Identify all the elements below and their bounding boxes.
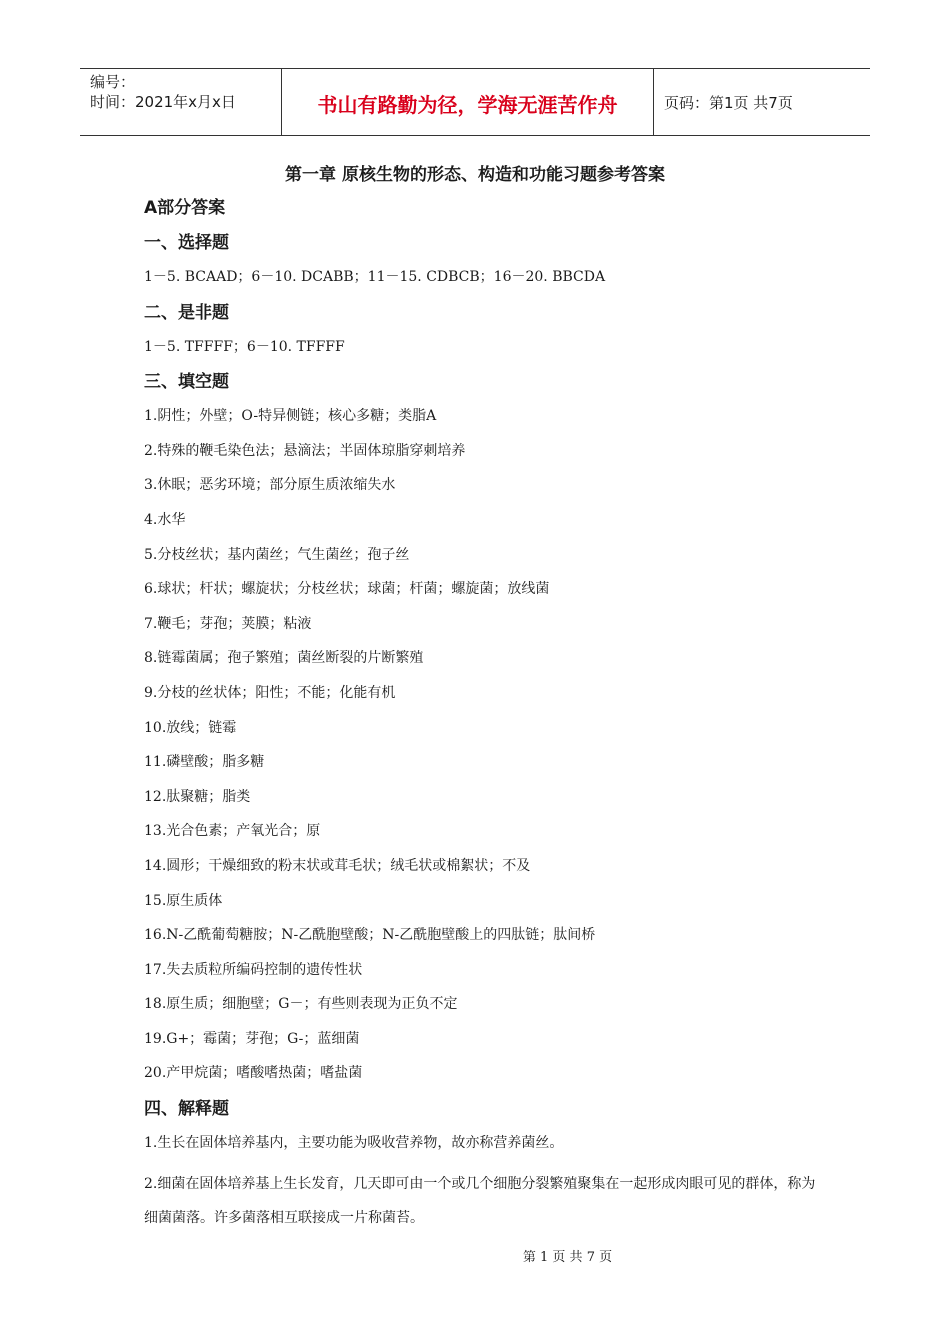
document-body	[144, 196, 824, 1236]
page-title: 第一章 原核生物的形态、构造和功能习题参考答案	[285, 165, 665, 185]
fill-blank-item: 2.特殊的鞭毛染色法；悬滴法；半固体琼脂穿刺培养	[144, 442, 466, 459]
document-header	[80, 68, 870, 136]
explain-heading: 四、解释题	[144, 1099, 229, 1120]
explain-item: 1.生长在固体培养基内，主要功能为吸收营养物，故亦称营养菌丝。	[144, 1135, 564, 1152]
fill-blank-item: 19.G+；霉菌；芽孢；G-；蓝细菌	[144, 1030, 360, 1047]
fill-blank-item: 18.原生质；细胞壁；G－；有些则表现为正负不定	[144, 996, 458, 1013]
fill-blank-item: 4.水华	[144, 511, 186, 528]
document-date: 时间：2021年x月x日	[90, 93, 236, 111]
fill-blank-item: 6.球状；杆状；螺旋状；分枝丝状；球菌；杆菌；螺旋菌；放线菌	[144, 581, 550, 598]
header-page-info: 页码：第1页 共7页	[664, 93, 793, 112]
choice-heading: 一、选择题	[144, 233, 229, 253]
part-a-heading: A部分答案	[144, 198, 226, 218]
explain-item: 2.细菌在固体培养基上生长发育，几天即可由一个或几个细胞分裂繁殖聚集在一起形成肉眼可见的群体，称为细菌菌落。许多菌落相互联接成一片称菌苔。	[144, 1175, 816, 1227]
header-motto: 书山有路勤为径，学海无涯苦作舟	[282, 69, 654, 135]
fill-blank-item: 17.失去质粒所编码控制的遗传性状	[144, 961, 363, 978]
fill-blank-item: 1.阴性；外壁；O-特异侧链；核心多糖；类脂A	[144, 408, 437, 425]
fill-blank-item: 16.N-乙酰葡萄糖胺；N-乙酰胞壁酸；N-乙酰胞壁酸上的四肽链；肽间桥	[144, 927, 596, 944]
true-false-answers: 1－5. TFFFF；6－10. TFFFF	[144, 338, 345, 355]
header-meta-cell	[80, 69, 282, 135]
fill-blank-item: 5.分枝丝状；基内菌丝；气生菌丝；孢子丝	[144, 546, 410, 563]
fill-blank-heading: 三、填空题	[144, 372, 229, 393]
fill-blank-item: 10.放线；链霉	[144, 719, 237, 736]
true-false-heading: 二、是非题	[144, 302, 229, 323]
fill-blank-item: 3.休眠；恶劣环境；部分原生质浓缩失水	[144, 477, 396, 494]
fill-blank-item: 13.光合色素；产氧光合；原	[144, 823, 321, 840]
fill-blank-item: 8.链霉菌属；孢子繁殖；菌丝断裂的片断繁殖	[144, 650, 424, 667]
document-number-label: 编号：	[90, 73, 136, 91]
page-footer: 第 1 页 共 7 页	[522, 1250, 613, 1265]
fill-blank-item: 9.分枝的丝状体；阳性；不能；化能有机	[144, 684, 396, 701]
fill-blank-item: 12.肽聚糖；脂类	[144, 788, 251, 805]
fill-blank-item: 7.鞭毛；芽孢；荚膜；粘液	[144, 615, 312, 632]
fill-blank-item: 14.圆形；干燥细致的粉末状或茸毛状；绒毛状或棉絮状；不及	[144, 857, 531, 874]
fill-blank-item: 20.产甲烷菌；嗜酸嗜热菌；嗜盐菌	[144, 1065, 363, 1082]
fill-blank-item: 15.原生质体	[144, 892, 223, 909]
choice-answers: 1－5. BCAAD；6－10. DCABB；11－15. CDBCB；16－20. BBCDA	[144, 269, 606, 285]
fill-blank-item: 11.磷壁酸；脂多糖	[144, 754, 265, 771]
